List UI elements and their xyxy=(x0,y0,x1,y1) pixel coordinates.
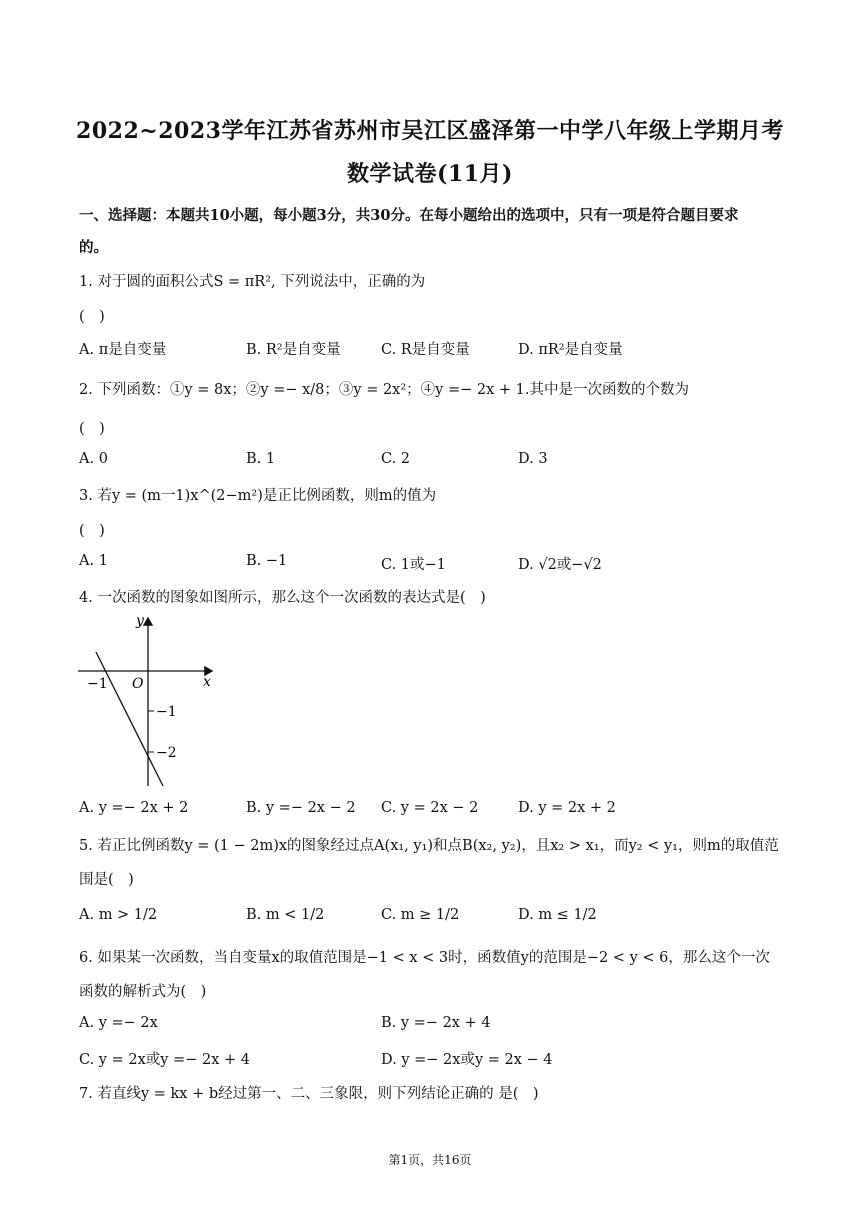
q3-option-a: A. 1 xyxy=(79,553,108,569)
question-2-stem: 2. 下列函数：①y = 8x；②y =− x/8；③y = 2x²；④y =− 2x + 1.其中是一次函数的个数为 xyxy=(79,382,689,398)
y-axis-label: y xyxy=(136,613,144,629)
q3-option-d: D. √2或−√2 xyxy=(518,557,602,573)
q2-option-d: D. 3 xyxy=(518,451,548,467)
question-7-stem: 7. 若直线y = kx + b经过第一、二、三象限，则下列结论正确的 是( ) xyxy=(79,1086,539,1102)
q4-option-c: C. y = 2x − 2 xyxy=(381,800,479,816)
q5-option-c: C. m ≥ 1/2 xyxy=(381,907,460,923)
question-4-stem: 4. 一次函数的图象如图所示，那么这个一次函数的表达式是( ) xyxy=(79,590,486,606)
q3-option-b: B. −1 xyxy=(246,553,288,569)
origin-label: O xyxy=(132,676,144,692)
question-1-stem: 1. 对于圆的面积公式S = πR², 下列说法中，正确的为 xyxy=(79,274,426,290)
section-heading: 一、选择题：本题共10小题，每小题3分，共30分。在每小题给出的选项中，只有一项是符合题目要求 xyxy=(79,207,739,224)
y-tick-label-2: −2 xyxy=(156,745,177,761)
q1-option-c: C. R是自变量 xyxy=(381,342,470,358)
q5-option-d: D. m ≤ 1/2 xyxy=(518,907,597,923)
question-5-stem: 5. 若正比例函数y = (1 − 2m)x的图象经过点A(x₁, y₁)和点B(x₂, y₂)，且x₂ > x₁，而y₂ < y₁，则m的取值范 xyxy=(79,838,779,854)
q5-option-b: B. m < 1/2 xyxy=(246,907,325,923)
x-tick-label: −1 xyxy=(87,676,108,692)
q6-option-a: A. y =− 2x xyxy=(79,1015,158,1031)
q6-option-d: D. y =− 2x或y = 2x − 4 xyxy=(381,1052,553,1068)
q6-option-c: C. y = 2x或y =− 2x + 4 xyxy=(79,1052,250,1068)
x-axis-label: x xyxy=(203,674,211,690)
answer-paren: ( ) xyxy=(79,309,105,325)
y-tick-label-1: −1 xyxy=(156,704,177,720)
linear-function-graph xyxy=(76,610,226,790)
title-line-2: 数学试卷(11月) xyxy=(347,161,513,187)
question-6-stem-cont: 函数的解析式为( ) xyxy=(79,984,207,1000)
q2-option-c: C. 2 xyxy=(381,451,411,467)
question-5-stem-cont: 围是( ) xyxy=(79,872,134,888)
question-6-stem: 6. 如果某一次函数，当自变量x的取值范围是−1 < x < 3时，函数值y的范围是−2 < y < 6，那么这个一次 xyxy=(79,950,770,966)
q6-option-b: B. y =− 2x + 4 xyxy=(381,1015,491,1031)
answer-paren: ( ) xyxy=(79,523,105,539)
q4-option-b: B. y =− 2x − 2 xyxy=(246,800,356,816)
section-heading-cont: 的。 xyxy=(79,239,108,256)
q1-option-d: D. πR²是自变量 xyxy=(518,342,623,358)
q4-option-d: D. y = 2x + 2 xyxy=(518,800,616,816)
q1-option-a: A. π是自变量 xyxy=(79,342,167,358)
answer-paren: ( ) xyxy=(79,421,105,437)
q5-option-a: A. m > 1/2 xyxy=(79,907,158,923)
q4-option-a: A. y =− 2x + 2 xyxy=(79,800,189,816)
title-line-1: 2022~2023学年江苏省苏州市吴江区盛泽第一中学八年级上学期月考 xyxy=(76,118,784,144)
question-3-stem: 3. 若y = (m一1)x^(2−m²)是正比例函数，则m的值为 xyxy=(79,488,437,504)
q1-option-b: B. R²是自变量 xyxy=(246,342,341,358)
q3-option-c: C. 1或−1 xyxy=(381,557,446,573)
function-line xyxy=(96,652,163,786)
q2-option-a: A. 0 xyxy=(79,451,108,467)
page-footer: 第1页，共16页 xyxy=(388,1153,472,1167)
q2-option-b: B. 1 xyxy=(246,451,276,467)
